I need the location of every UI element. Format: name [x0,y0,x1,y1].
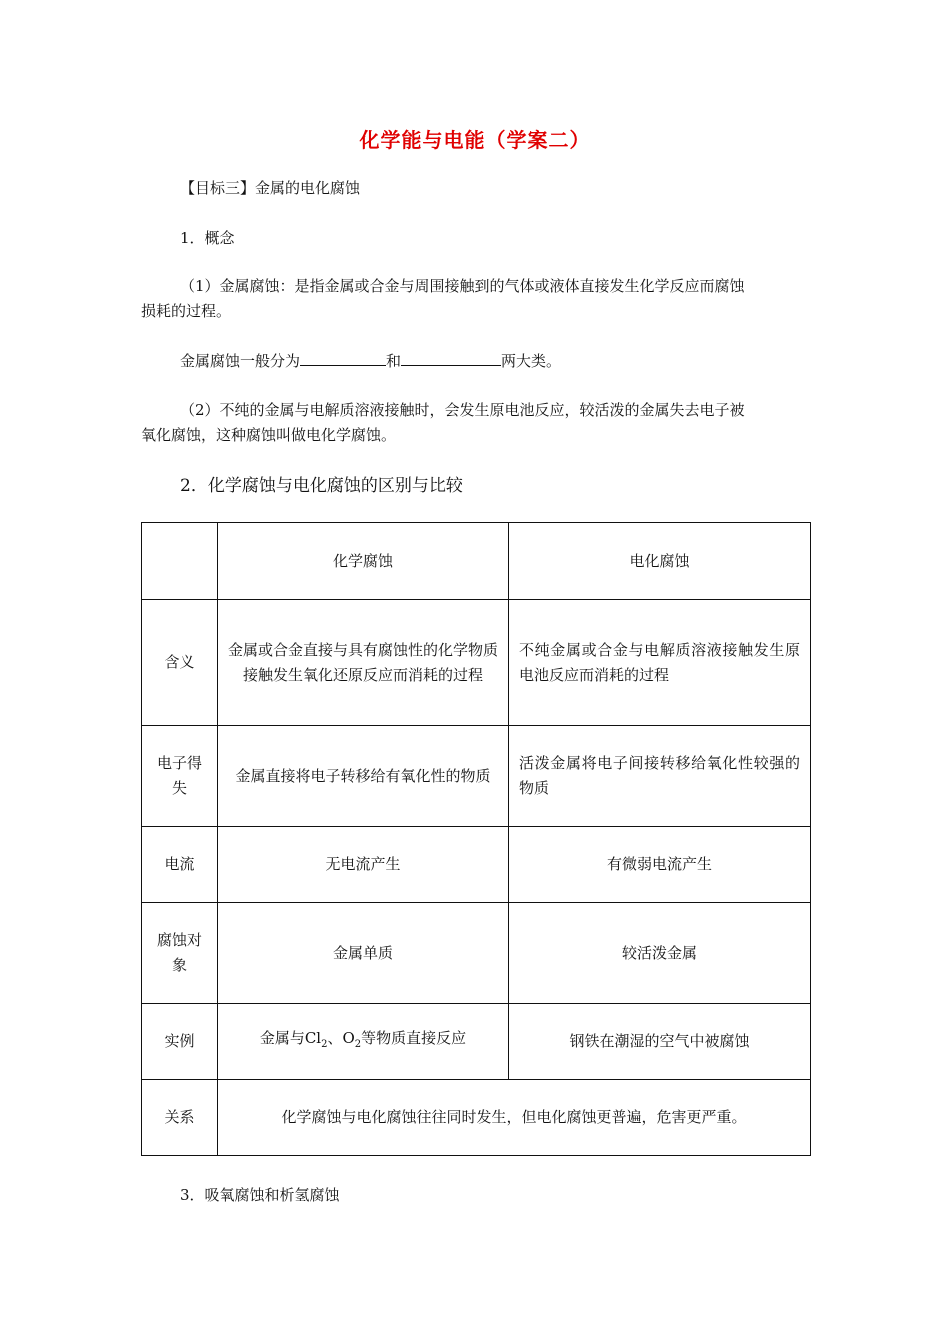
example-text-post: 等物质直接反应 [361,1029,467,1047]
subscript-2: 2 [321,1039,328,1050]
concept-item1-line2: 损耗的过程。 [141,302,232,320]
cell-chemical: 金属或合金直接与具有腐蚀性的化学物质接触发生氧化还原反应而消耗的过程 [218,600,509,726]
row-label: 电子得失 [142,726,218,827]
cell-electrochemical: 钢铁在潮湿的空气中被腐蚀 [509,1004,811,1080]
page-title: 化学能与电能（学案二） [359,128,591,152]
table-row [142,1004,811,1080]
row-label: 关系 [142,1080,218,1156]
table-row [142,1080,811,1156]
table-header-row [142,523,811,600]
col-header-electrochemical: 电化腐蚀 [509,523,811,600]
table-row [142,726,811,827]
fill-suffix: 两大类。 [501,352,562,370]
row-label: 电流 [142,827,218,903]
cell-electrochemical: 有微弱电流产生 [509,827,811,903]
concept-item2-line2: 氧化腐蚀，这种腐蚀叫做电化学腐蚀。 [141,426,397,444]
fill-in-sentence [180,348,561,374]
fill-blank-1[interactable] [300,348,386,366]
comparison-table [141,522,811,1156]
cell-chemical: 金属直接将电子转移给有氧化性的物质 [218,726,509,827]
table-row [142,903,811,1004]
table-corner-cell [142,523,218,600]
table-row [142,827,811,903]
cell-electrochemical: 不纯金属或合金与电解质溶液接触发生原电池反应而消耗的过程 [509,600,811,726]
cell-chemical: 金属单质 [218,903,509,1004]
section1-heading: 1．概念 [180,229,235,247]
cell-chemical [218,1004,509,1080]
cell-electrochemical: 活泼金属将电子间接转移给氧化性较强的物质 [509,726,811,827]
row-label: 含义 [142,600,218,726]
fill-blank-2[interactable] [401,348,501,366]
fill-mid: 和 [386,352,402,370]
subscript-2: 2 [354,1039,362,1050]
section3-heading: 3．吸氧腐蚀和析氢腐蚀 [180,1186,340,1204]
row-label: 实例 [142,1004,218,1080]
section2-heading: 2．化学腐蚀与电化腐蚀的区别与比较 [180,476,463,496]
goal-heading: 【目标三】金属的电化腐蚀 [180,179,361,197]
concept-item1-line1: （1）金属腐蚀：是指金属或合金与周围接触到的气体或液体直接发生化学反应而腐蚀 [180,277,745,295]
cell-relationship: 化学腐蚀与电化腐蚀往往同时发生，但电化腐蚀更普遍，危害更严重。 [218,1080,811,1156]
fill-prefix: 金属腐蚀一般分为 [180,352,301,370]
example-text-pre: 金属与Cl [259,1029,322,1047]
example-text-mid: 、O [327,1029,355,1047]
row-label: 腐蚀对象 [142,903,218,1004]
cell-electrochemical: 较活泼金属 [509,903,811,1004]
concept-item2-line1: （2）不纯的金属与电解质溶液接触时，会发生原电池反应，较活泼的金属失去电子被 [180,401,745,419]
table-row [142,600,811,726]
cell-chemical: 无电流产生 [218,827,509,903]
col-header-chemical: 化学腐蚀 [218,523,509,600]
